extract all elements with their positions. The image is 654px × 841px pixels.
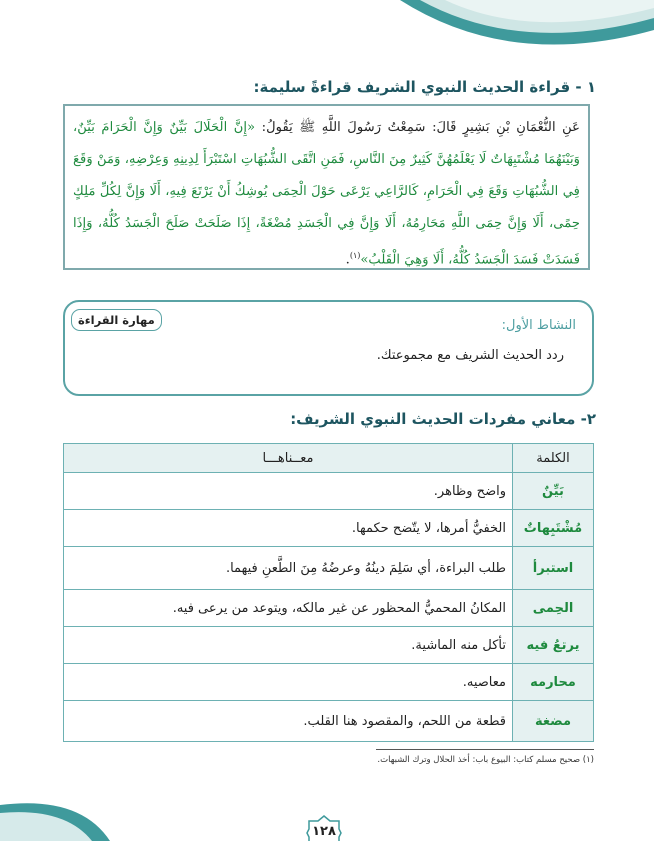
meaning-cell: تأكل منه الماشية. [64,627,513,664]
meaning-cell: طلب البراءة، أي سَلِمَ دينُهُ وعرضُهُ مِنَ الطَّعنِ فيهما. [64,547,513,590]
table-row [64,627,594,664]
word-cell: بَيِّنٌ [513,473,594,510]
table-row [64,590,594,627]
meaning-cell: المكانُ المحميُّ المحظور عن غير مالكه، ويتوعد من يرعى فيه. [64,590,513,627]
table-row [64,701,594,742]
table-row [64,510,594,547]
table-row [64,547,594,590]
page-number [306,815,342,841]
table-row [64,473,594,510]
activity-box [63,300,594,396]
footnote-divider [376,749,594,750]
meaning-cell: الخفيُّ أمرها، لا يتّضح حكمها. [64,510,513,547]
word-cell: الحِمى [513,590,594,627]
section2-heading: ٢- معاني مفردات الحديث النبوي الشريف: [290,410,596,428]
hadith-intro: عَنِ النُّعْمَانِ بْنِ بَشِيرٍ قَالَ: سَمِعْتُ رَسُولَ اللَّهِ ﷺ يَقُولُ: [255,120,581,135]
skill-badge: مهارة القراءة [71,309,162,331]
page-number-text: ١٢٨ [312,824,336,839]
activity-text: ردد الحديث الشريف مع مجموعتك. [376,348,564,363]
activity-title: النشاط الأول: [501,318,576,333]
meaning-cell: معاصيه. [64,664,513,701]
word-cell: محارمه [513,664,594,701]
bottom-decoration-icon [0,785,120,841]
meaning-cell: واضح وظاهر. [64,473,513,510]
footnote: (١) صحيح مسلم كتاب: البيوع باب: أخذ الحلال وترك الشبهات. [377,755,594,765]
header-word: الكلمة [513,444,594,473]
word-cell: استبرأ [513,547,594,590]
footnote-ref[interactable]: (١) [349,251,361,260]
word-cell: مضغة [513,701,594,742]
table-header-row [64,444,594,473]
word-cell: مُشْتَبِهاتٌ [513,510,594,547]
hadith-end: . [345,252,350,268]
top-decoration-icon [390,0,654,62]
header-meaning: معــناهـــا [64,444,513,473]
table-row [64,664,594,701]
vocabulary-table [63,443,594,742]
hadith-box [63,104,590,270]
hadith-text: «إِنَّ الْحَلَالَ بَيِّنٌ وَإِنَّ الْحَرَامَ بَيِّنٌ، وَبَيْنَهُمَا مُشْتَبِهَاتٌ لَا يَعْلَمُهُنَّ كَثِيرٌ مِنَ النَّاسِ، فَمَنِ اتَّقَى الشُّبُهَاتِ اسْتَبْرَأَ لِدِينِهِ وَعِرْضِهِ، وَمَنْ وَقَعَ فِي الشُّبُهَاتِ وَقَعَ فِي الْحَرَامِ، كَالرَّاعِي يَرْعَى حَوْلَ الْحِمَى يُوشِكُ أَنْ يَرْتَعَ فِيهِ، أَلَا وَإِنَّ لِكُلِّ مَلِكٍ حِمًى، أَلَا وَإِنَّ حِمَى اللَّهِ مَحَارِمُهُ، أَلَا وَإِنَّ فِي الْجَسَدِ مُضْغَةً، إِذَا صَلَحَتْ صَلَحَ الْجَسَدُ كُلُّهُ، وَإِذَا فَسَدَتْ فَسَدَ الْجَسَدُ كُلُّهُ، أَلَا وَهِيَ الْقَلْبُ» [73,120,580,268]
word-cell: يرتعُ فيه [513,627,594,664]
section1-heading: ١ - قراءة الحديث النبوي الشريف قراءةً سليمة: [253,78,596,96]
meaning-cell: قطعة من اللحم، والمقصود هنا القلب. [64,701,513,742]
